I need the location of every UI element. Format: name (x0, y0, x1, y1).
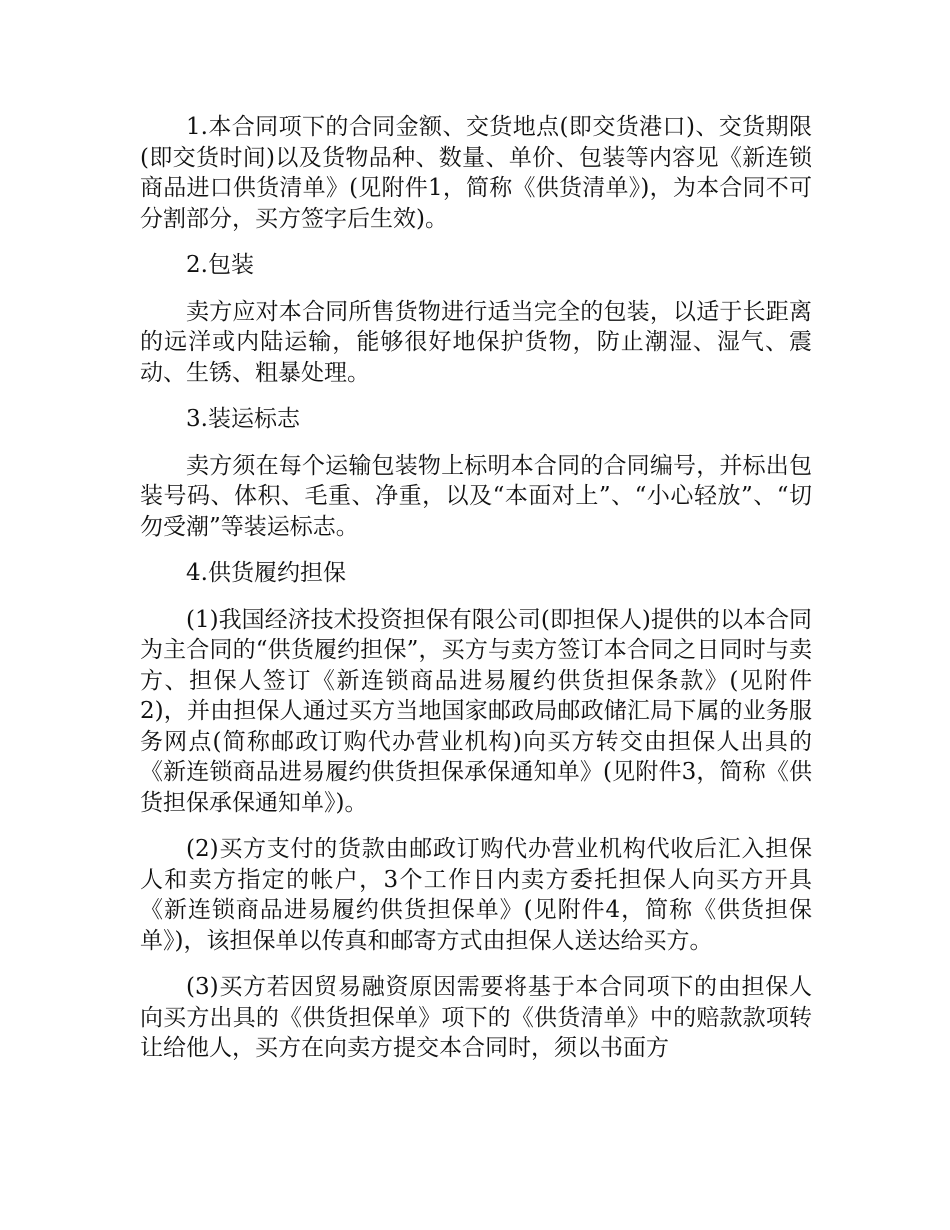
clause-3-heading: 3.装运标志 (186, 406, 300, 432)
clause-2-heading: 2.包装 (186, 252, 254, 278)
guarantee-item-2-paragraph: (2)买方支付的货款由邮政订购代办营业机构代收后汇入担保人和卖方指定的帐户，3个工作日内卖方委托担保人向买方开具《新连锁商品进易履约供货担保单》(见附件4，简称《供货担保单》)，该担保单以传真和邮寄方式由担保人送达给买方。 (140, 836, 812, 954)
packaging-paragraph: 卖方应对本合同所售货物进行适当完全的包装，以适于长距离的远洋或内陆运输，能够很好地保护货物，防止潮湿、湿气、震动、生锈、粗暴处理。 (140, 298, 812, 386)
shipping-marks-paragraph: 卖方须在每个运输包装物上标明本合同的合同编号，并标出包装号码、体积、毛重、净重，以及“本面对上”、“小心轻放”、“切勿受潮”等装运标志。 (140, 452, 812, 540)
guarantee-item-1-paragraph: (1)我国经济技术投资担保有限公司(即担保人)提供的以本合同为主合同的“供货履约担保”，买方与卖方签订本合同之日同时与卖方、担保人签订《新连锁商品进易履约供货担保条款》(见附件2)，并由担保人通过买方当地国家邮政局邮政储汇局下属的业务服务网点(简称邮政订购代办营业机构)向买方转交由担保人出具的《新连锁商品进易履约供货担保承保通知单》(见附件3，简称《供货担保承保通知单》)。 (140, 606, 812, 816)
guarantee-item-3-paragraph: (3)买方若因贸易融资原因需要将基于本合同项下的由担保人向买方出具的《供货担保单》项下的《供货清单》中的赔款款项转让给他人，买方在向卖方提交本合同时，须以书面方 (140, 974, 812, 1061)
clause-4-heading: 4.供货履约担保 (186, 560, 346, 586)
document-body (140, 112, 812, 1080)
clause-1-paragraph: 1.本合同项下的合同金额、交货地点(即交货港口)、交货期限(即交货时间)以及货物品种、数量、单价、包装等内容见《新连锁商品进口供货清单》(见附件1，简称《供货清单》)，为本合同不可分割部分，买方签字后生效)。 (140, 114, 812, 232)
